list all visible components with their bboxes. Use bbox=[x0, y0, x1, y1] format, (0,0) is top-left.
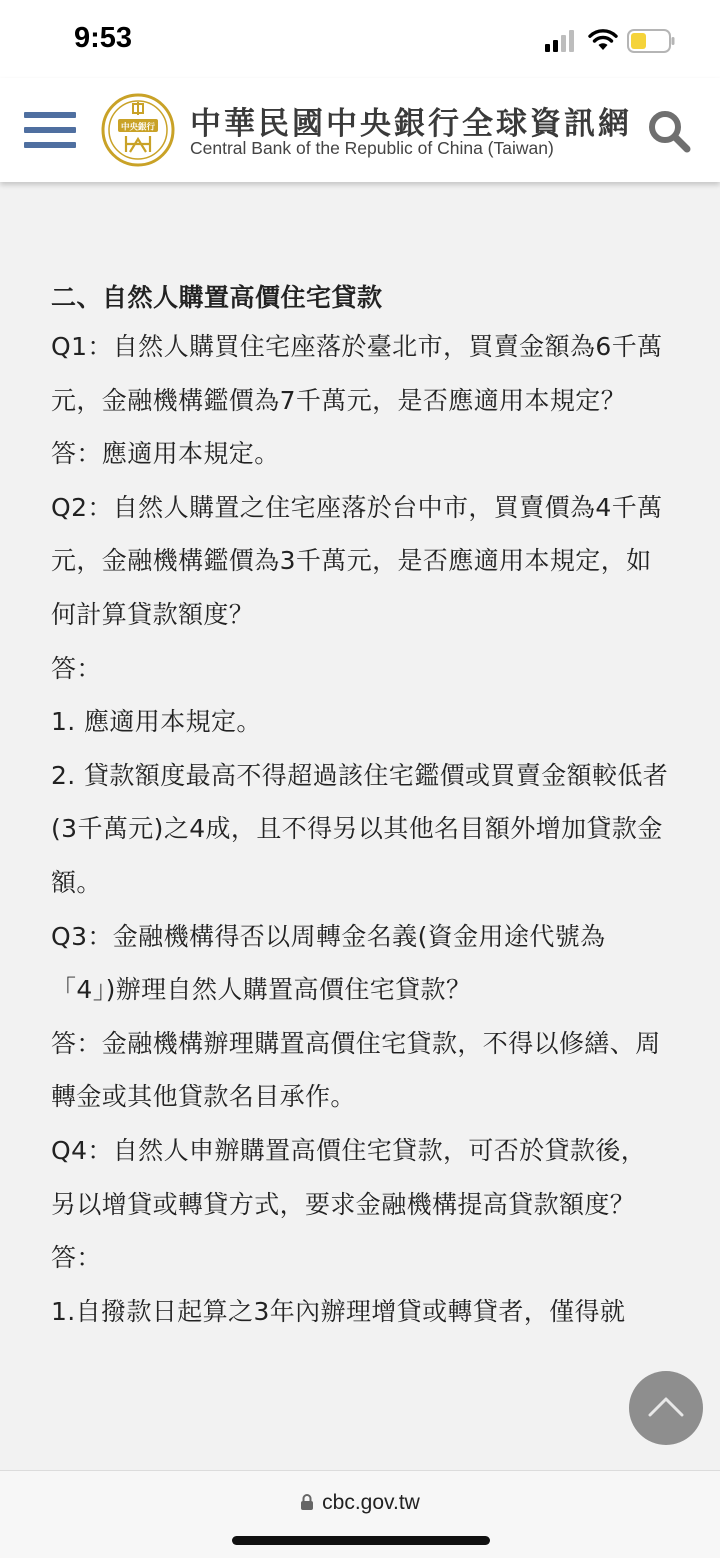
faq-answer: 答：應適用本規定。 bbox=[51, 439, 280, 469]
search-icon[interactable] bbox=[646, 108, 692, 154]
chevron-up-icon bbox=[646, 1391, 686, 1421]
faq-question: Q1：自然人購買住宅座落於臺北市，買賣金額為6千萬元，金融機構鑑價為7千萬元，是否應適用本規定？ bbox=[51, 332, 663, 415]
faq-answer-item: 1. 應適用本規定。 bbox=[51, 707, 262, 737]
faq-answer-item: 1.自撥款日起算之3年內辦理增貸或轉貸者，僅得就 bbox=[51, 1296, 626, 1326]
faq-answer: 答：金融機構辦理購置高價住宅貸款，不得以修繕、周轉金或其他貸款名目承作。 bbox=[51, 1028, 661, 1112]
faq-question: Q4：自然人申辦購置高價住宅貸款，可否於貸款後，另以增貸或轉貸方式，要求金融機構提高貸款額度？ bbox=[51, 1135, 647, 1219]
url-text: cbc.gov.tw bbox=[322, 1491, 420, 1514]
wifi-icon bbox=[588, 28, 618, 52]
back-to-top-button[interactable] bbox=[629, 1371, 703, 1445]
home-indicator[interactable] bbox=[232, 1536, 490, 1545]
hamburger-menu-icon[interactable] bbox=[24, 110, 76, 150]
battery-icon bbox=[627, 29, 675, 53]
status-time: 9:53 bbox=[74, 22, 133, 54]
faq-answer: 答： bbox=[51, 653, 102, 683]
faq-answer-item: 2. 貸款額度最高不得超過該住宅鑑價或買賣金額較低者(3千萬元)之4成，且不得另以其他名目額外增加貸款金額。 bbox=[51, 760, 669, 897]
faq-question: Q3：金融機構得否以周轉金名義(資金用途代號為「4」)辦理自然人購置高價住宅貸款？ bbox=[51, 921, 606, 1005]
cellular-signal-icon bbox=[545, 30, 579, 52]
status-bar bbox=[0, 0, 720, 78]
faq-answer: 答： bbox=[51, 1243, 102, 1273]
faq-question: Q2：自然人購置之住宅座落於台中市，買賣價為4千萬元，金融機構鑑價為3千萬元，是否應適用本規定，如何計算貸款額度？ bbox=[51, 492, 663, 629]
seal-text: 中央銀行 bbox=[120, 122, 156, 133]
lock-icon bbox=[300, 1493, 314, 1511]
url-display[interactable] bbox=[0, 1491, 720, 1515]
site-title-zh[interactable]: 中華民國中央銀行全球資訊網 bbox=[190, 106, 632, 142]
site-header bbox=[0, 78, 720, 182]
section-heading: 二、自然人購置高價住宅貸款 bbox=[51, 283, 383, 312]
article-content bbox=[0, 182, 720, 1470]
central-bank-seal-icon[interactable] bbox=[100, 92, 176, 168]
site-title-en[interactable]: Central Bank of the Republic of China (Taiwan) bbox=[190, 138, 554, 158]
